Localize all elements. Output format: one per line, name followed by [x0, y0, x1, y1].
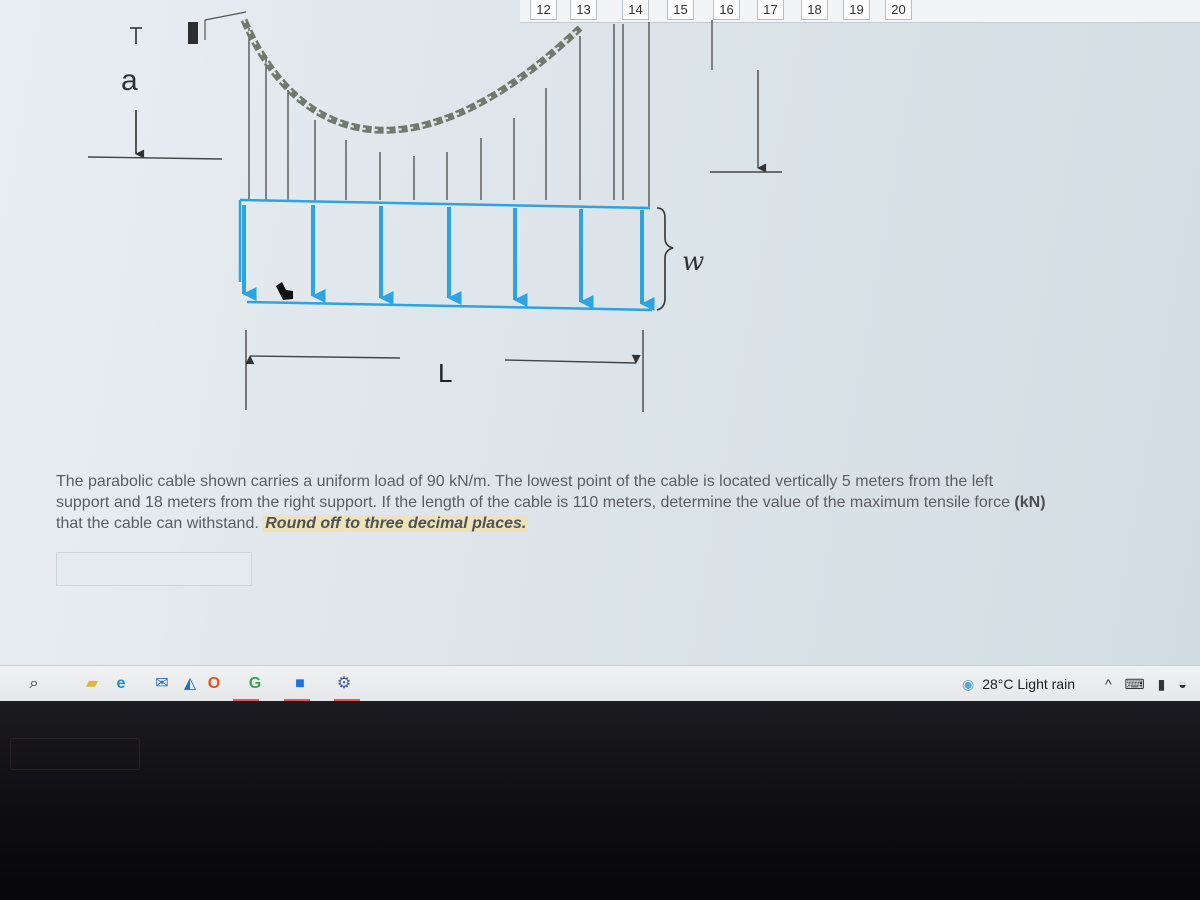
- system-tray: [1105, 674, 1196, 694]
- weather-text: 28°C Light rain: [982, 676, 1075, 692]
- cable: [244, 20, 580, 130]
- load-deck: [240, 200, 652, 310]
- sag-dimension: [88, 28, 222, 159]
- tray-chevron-icon[interactable]: ^: [1105, 676, 1112, 692]
- left-support: [188, 12, 246, 44]
- network-icon[interactable]: ◒: [1178, 676, 1187, 692]
- keyboard-icon[interactable]: ⌨: [1124, 676, 1145, 692]
- cursor-icon: [276, 282, 293, 300]
- search-icon[interactable]: ⌕: [29, 675, 39, 692]
- question-line-2-text: support and 18 meters from the right support. If the length of the cable is 110 meters, determine the value of the maximum tensile force: [56, 494, 1015, 511]
- chrome-icon[interactable]: G: [248, 675, 262, 692]
- question-line-2: [56, 492, 1200, 513]
- load-arrows: [244, 205, 642, 304]
- page-button-19[interactable]: 19: [843, 0, 870, 20]
- bezel-reflection: [10, 738, 140, 770]
- taskbar: [0, 665, 1200, 702]
- span-dimension: [246, 330, 643, 412]
- question-line-1: The parabolic cable shown carries a uniform load of 90 kN/m. The lowest point of the cable is located vertically 5 meters from the left: [56, 473, 994, 490]
- settings-icon[interactable]: ⚙: [336, 675, 352, 692]
- question-line-3-text: that the cable can withstand.: [56, 515, 264, 532]
- answer-input[interactable]: [56, 552, 252, 586]
- page-button-12[interactable]: 12: [530, 0, 557, 20]
- load-label: w: [682, 247, 705, 277]
- span-label: L: [438, 358, 453, 388]
- page-button-18[interactable]: 18: [801, 0, 828, 20]
- question-unit: (kN): [1014, 494, 1046, 511]
- store-icon[interactable]: ◭: [183, 675, 197, 692]
- monitor-bezel: [0, 701, 1200, 900]
- load-brace: [657, 208, 704, 310]
- question-text: [56, 471, 1200, 534]
- battery-icon[interactable]: ▮: [1157, 676, 1166, 692]
- question-line-3: [56, 513, 1200, 534]
- rounding-instruction: Round off to three decimal places.: [265, 515, 527, 532]
- sag-label: a: [121, 64, 138, 97]
- meet-icon[interactable]: ■: [295, 675, 305, 692]
- page-button-13[interactable]: 13: [570, 0, 597, 20]
- page-button-15[interactable]: 15: [667, 0, 694, 20]
- page-button-16[interactable]: 16: [713, 0, 740, 20]
- file-explorer-icon[interactable]: ▰: [85, 675, 99, 692]
- mail-icon[interactable]: ✉: [155, 675, 169, 692]
- right-dimension-line: [710, 20, 782, 172]
- page-button-20[interactable]: 20: [885, 0, 912, 20]
- page-button-17[interactable]: 17: [757, 0, 784, 20]
- weather-widget[interactable]: [962, 674, 1075, 694]
- office-icon[interactable]: O: [207, 675, 221, 692]
- page-button-14[interactable]: 14: [622, 0, 649, 20]
- rain-cloud-icon: ◉: [962, 676, 975, 692]
- edge-icon[interactable]: e: [116, 675, 126, 692]
